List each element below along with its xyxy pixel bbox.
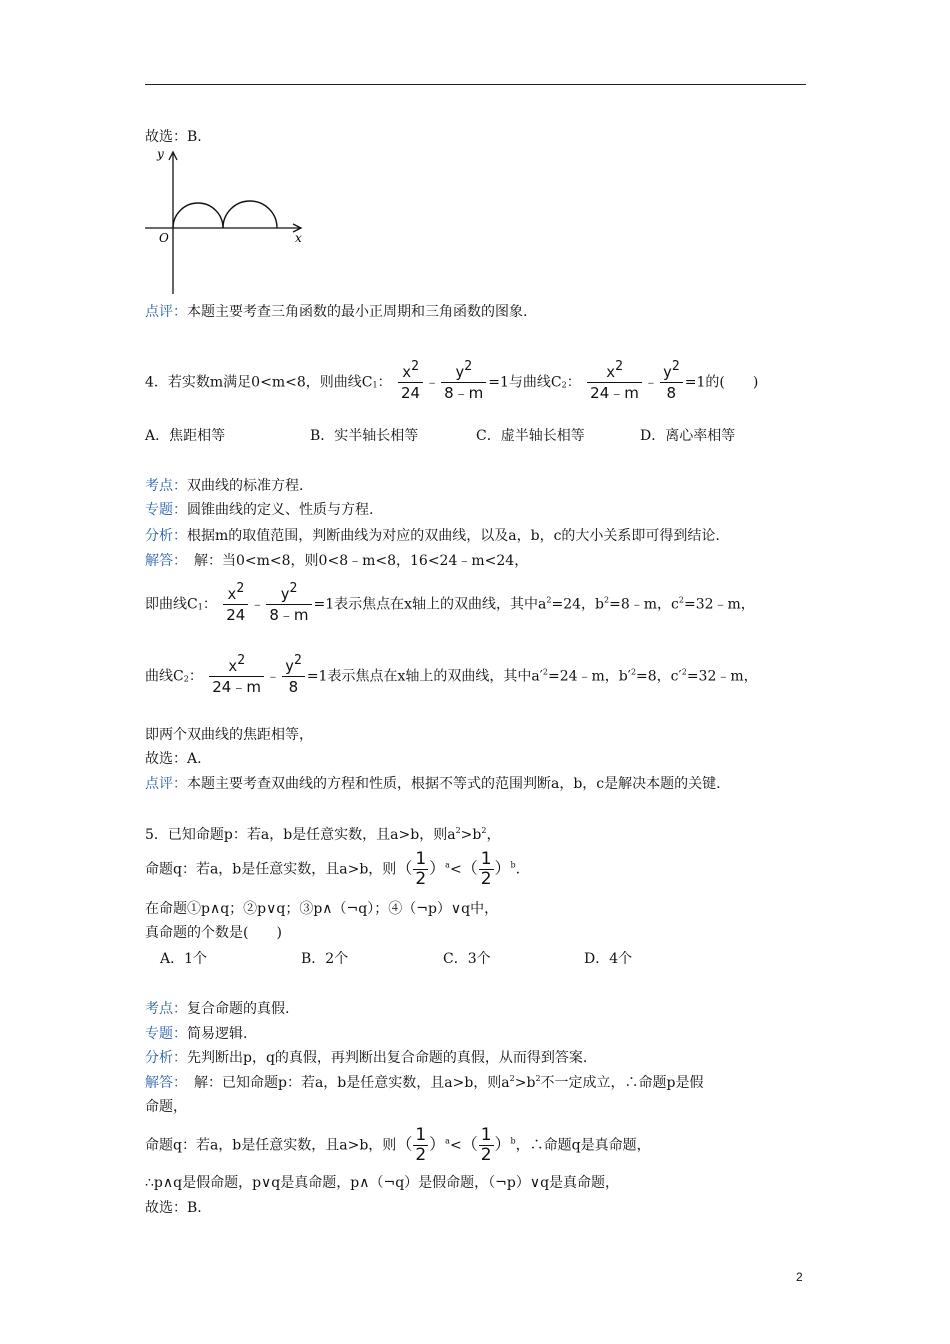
q5-zhuanti: 专题：简易逻辑. (145, 1026, 248, 1042)
q5-jieda: 解答： 解：已知命题p：若a，b是任意实数，且a>b，则$a^2>b^2$不一定成立，∴命题p是假 (145, 1074, 704, 1091)
q5-option-a: A．1个 (160, 951, 208, 967)
q4-stem: 4．若实数m满足0<m<8，则曲线$C_1$： $\frac{x^2}{24}$ ﹣ $\frac{y^2}{8﹣m}$ =1与曲线$C_2$： $\frac{x^2}{24﹣m}$ ﹣ $\frac{y^2}{8}$ =1的( ) (145, 359, 759, 402)
q5-jieda-wrap: 命题， (145, 1099, 187, 1115)
q4-solution-line-1: 即曲线$C_1$： $\frac{x^2}{24}$ ﹣ $\frac{y^2}{8﹣m}$ =1表示焦点在x轴上的双曲线，其中$a^2=24$，$b^2=8﹣m$，$c^2=32﹣m$， (145, 581, 755, 624)
q4-option-a: A．焦距相等 (145, 428, 226, 444)
q4-jieda: 解答： 解：当0<m<8，则0<8﹣m<8，16<24﹣m<24， (145, 553, 529, 569)
q5-fenxi: 分析：先判断出p，q的真假，再判断出复合命题的真假，从而得到答案. (145, 1050, 588, 1066)
q4-option-c: C．虚半轴长相等 (476, 428, 585, 444)
graph-x-label: x (295, 231, 302, 245)
q4-zhuanti: 专题：圆锥曲线的定义、性质与方程. (145, 502, 374, 518)
header-rule (145, 84, 806, 85)
page-number: 2 (796, 1270, 803, 1284)
q5-option-c: C．3个 (443, 951, 491, 967)
q5-combo-line: ∴p∧q是假命题，p∨q是真命题，p∧（¬q）是假命题，（¬p）∨q是真命题， (145, 1175, 620, 1191)
q4-option-d: D．离心率相等 (640, 428, 736, 444)
q4-fenxi: 分析：根据m的取值范围，判断曲线为对应的双曲线，以及a，b，c的大小关系即可得到结论. (145, 528, 720, 544)
q5-kaodian: 考点：复合命题的真假. (145, 1001, 290, 1017)
q5-answer: 故选：B. (145, 1200, 202, 1216)
q5-option-d: D．4个 (584, 951, 633, 967)
prev-answer: 故选：B. (145, 129, 202, 145)
graph-origin-label: O (159, 231, 169, 245)
q5-q-line: 命题q：若a，b是任意实数，且a>b，则（ $\frac{1}{2}$ ）$^a$<（ $\frac{1}{2}$ ）$^b$，∴命题q是真命题， (145, 1125, 651, 1165)
graph-y-label: y (157, 147, 164, 161)
q5-option-b: B．2个 (301, 951, 349, 967)
prev-comment: 点评：本题主要考查三角函数的最小正周期和三角函数的图象. (145, 304, 528, 320)
q4-dianping: 点评：本题主要考查双曲线的方程和性质，根据不等式的范围判断a，b，c是解决本题的关键. (145, 776, 721, 792)
q4-solution-line-2: 曲线$C_2$： $\frac{x^2}{24﹣m}$ ﹣ $\frac{y^2}{8}$ =1表示焦点在x轴上的双曲线，其中$a'^2=24﹣m$，$b'^2=8$，$c'^2=32﹣m$， (145, 653, 758, 696)
q5-stem-2: 命题q：若a，b是任意实数，且a>b，则（ $\frac{1}{2}$ ）$^a$<（ $\frac{1}{2}$ ）$^b$. (145, 849, 521, 889)
q5-stem-4: 真命题的个数是( ) (145, 925, 282, 941)
q5-stem-1: 5．已知命题p：若a，b是任意实数，且a>b，则$a^2>b^2$， (145, 826, 501, 843)
q4-frac-x2-24: $\frac{x^2}{24}$ (398, 362, 423, 403)
q4-answer: 故选：A. (145, 751, 202, 767)
q5-stem-3: 在命题①p∧q；②p∨q；③p∧（¬q）；④（¬p）∨q中， (145, 901, 499, 917)
q4-frac-x2-24m: $\frac{x^2}{24﹣m}$ (587, 362, 642, 403)
semicircle-graph (145, 146, 315, 296)
q5-half-a: $\frac{1}{2}$ (415, 849, 427, 889)
q4-frac-y2-8m: $\frac{y^2}{8﹣m}$ (441, 362, 486, 403)
q4-frac-y2-8: $\frac{y^2}{8}$ (660, 362, 683, 403)
q5-half-b: $\frac{1}{2}$ (480, 849, 492, 889)
q4-conclusion: 即两个双曲线的焦距相等， (145, 727, 313, 743)
q4-option-b: B．实半轴长相等 (310, 428, 419, 444)
q4-kaodian: 考点：双曲线的标准方程. (145, 478, 304, 494)
